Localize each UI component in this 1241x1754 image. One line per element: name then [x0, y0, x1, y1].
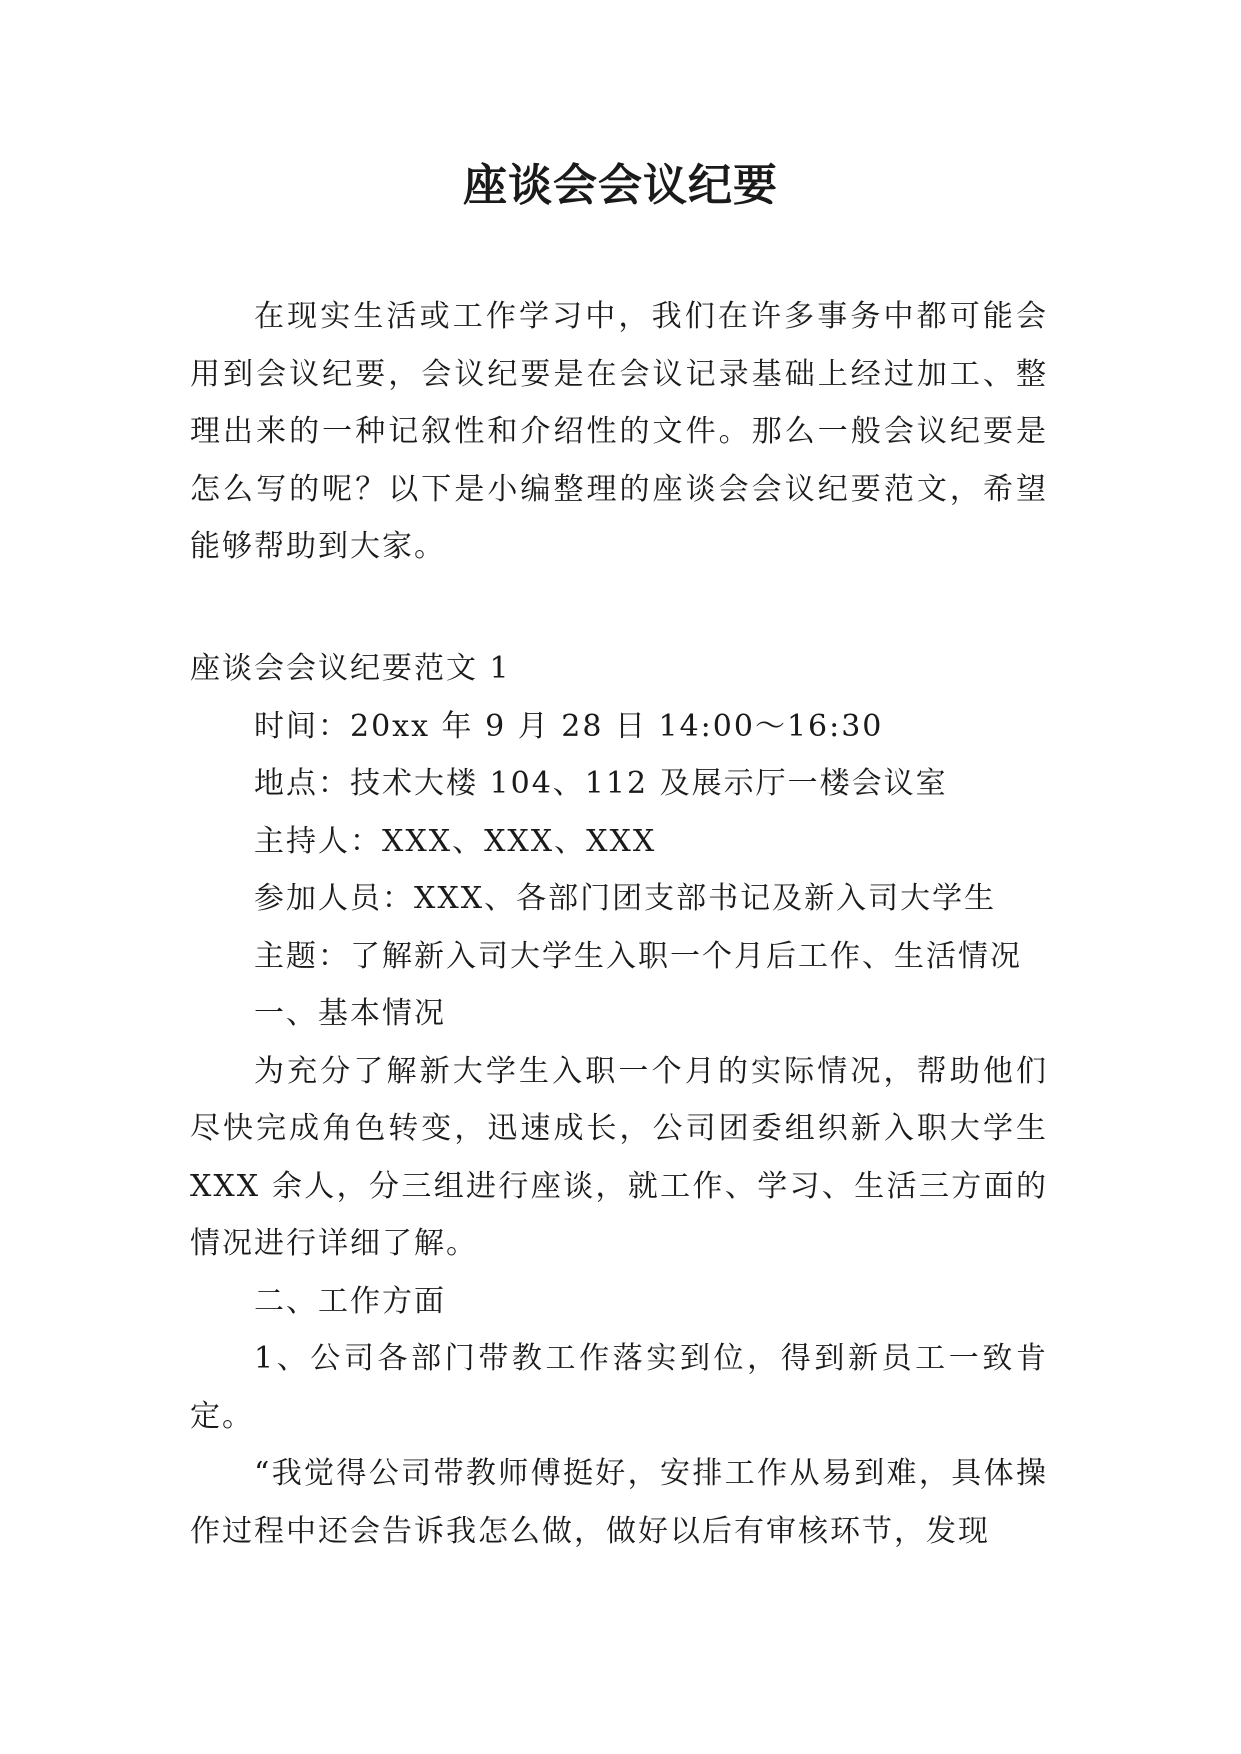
sample-heading: 座谈会会议纪要范文 1	[190, 651, 511, 686]
quote-paragraph: “我觉得公司带教师傅挺好，安排工作从易到难，具体操作过程中还会告诉我怎么做，做好以后有审核环节，发现	[190, 1456, 1048, 1549]
meeting-attendees: 参加人员：XXX、各部门团支部书记及新入司大学生	[254, 881, 997, 916]
section1-heading: 一、基本情况	[254, 996, 446, 1031]
meeting-location: 地点：技术大楼 104、112 及展示厅一楼会议室	[254, 766, 948, 801]
document-title: 座谈会会议纪要	[463, 160, 778, 211]
intro-paragraph: 在现实生活或工作学习中，我们在许多事务中都可能会用到会议纪要，会议纪要是在会议记录基础上经过加工、整理出来的一种记叙性和介绍性的文件。那么一般会议纪要是怎么写的呢？以下是小编整理的座谈会会议纪要范文，希望能够帮助到大家。	[190, 299, 1048, 564]
meeting-topic: 主题：了解新入司大学生入职一个月后工作、生活情况	[254, 938, 1022, 974]
meeting-host: 主持人：XXX、XXX、XXX	[254, 823, 657, 859]
point1-paragraph: 1、公司各部门带教工作落实到位，得到新员工一致肯定。	[190, 1341, 1048, 1434]
meeting-time: 时间：20xx 年 9 月 28 日 14:00～16:30	[254, 708, 884, 744]
intro-section	[190, 288, 1048, 576]
section1-paragraph: 为充分了解新大学生入职一个月的实际情况，帮助他们尽快完成角色转变，迅速成长，公司团委组织新入职大学生 XXX 余人，分三组进行座谈，就工作、学习、生活三方面的情况进行详细了解。	[190, 1053, 1048, 1261]
sample-section	[190, 640, 1048, 1560]
section2-heading: 二、工作方面	[254, 1283, 446, 1319]
